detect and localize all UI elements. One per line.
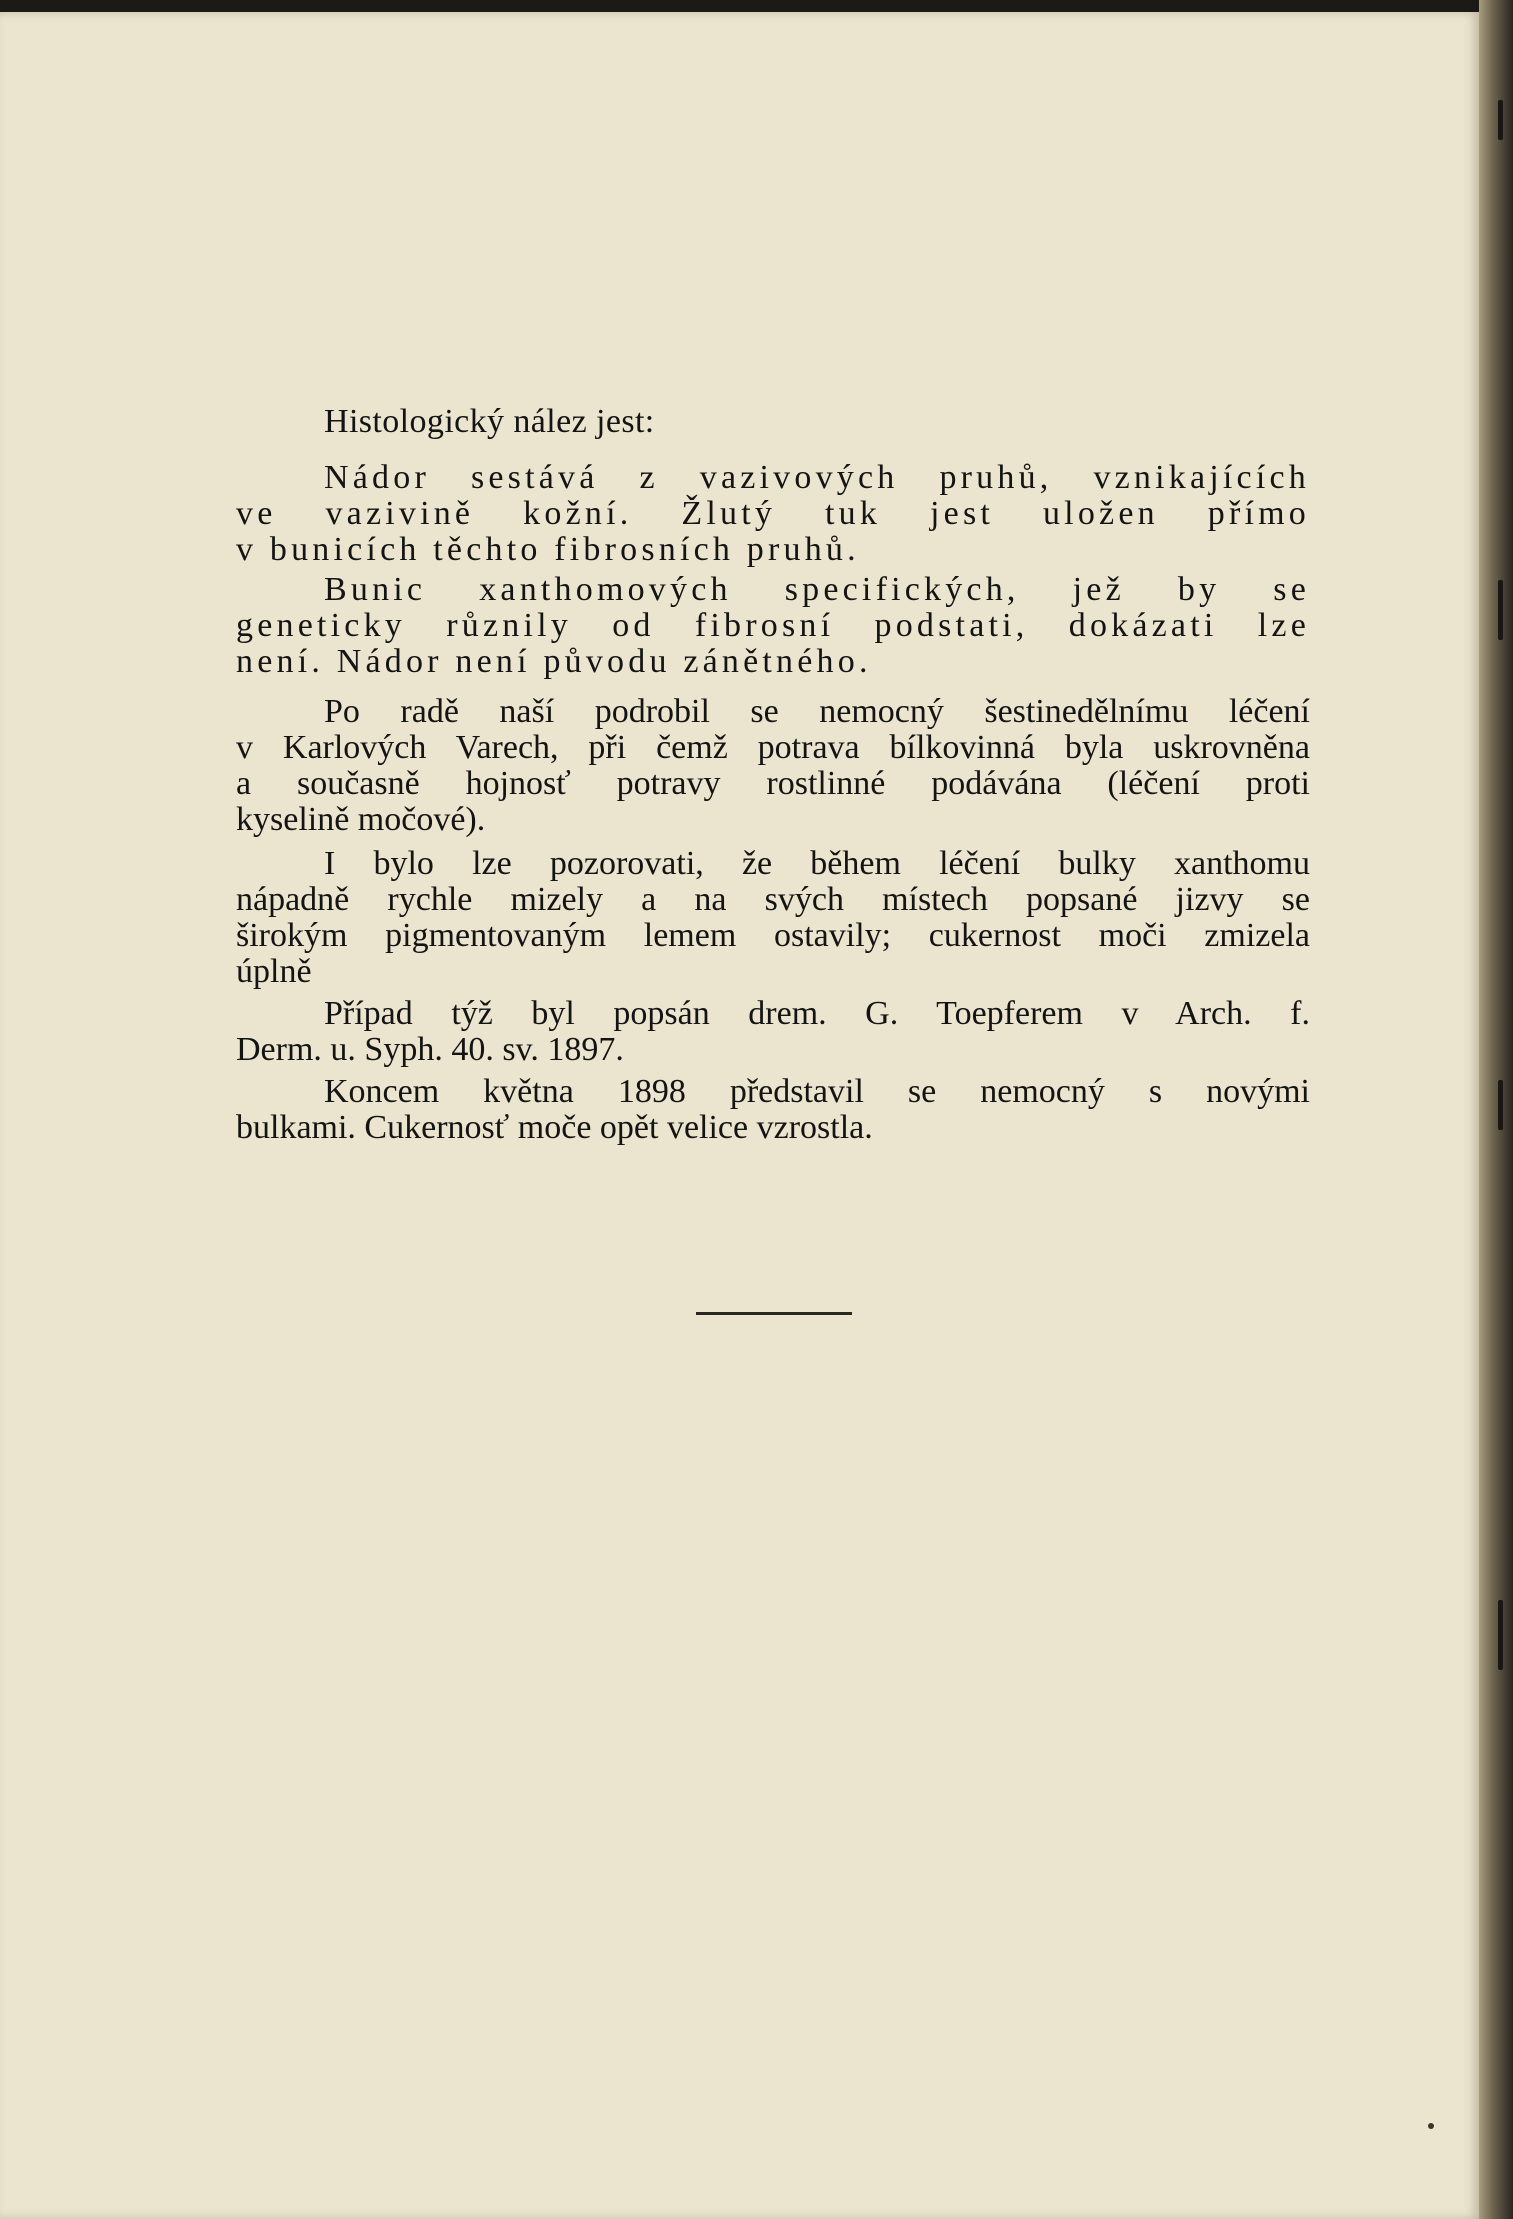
spine-mark xyxy=(1498,580,1503,640)
section-heading: Histologický nález jest: xyxy=(324,403,655,440)
paragraph-6 xyxy=(236,1074,1310,1146)
text-line: Po radě naší podrobil se nemocný šestinedělnímu léčení xyxy=(324,693,1310,730)
book-page xyxy=(0,12,1480,2219)
page-speck xyxy=(1428,2123,1434,2129)
section-divider xyxy=(696,1312,852,1315)
text-line: úplně xyxy=(236,953,312,990)
text-line: ve vazivině kožní. Žlutý tuk jest uložen přímo xyxy=(236,495,1310,532)
paragraph-2 xyxy=(236,572,1310,680)
spine-mark xyxy=(1498,100,1503,140)
text-line: kyselině močové). xyxy=(236,801,486,838)
paragraph-4 xyxy=(236,846,1310,990)
text-line: geneticky různily od fibrosní podstati, dokázati lze xyxy=(236,607,1310,644)
text-line: Koncem května 1898 představil se nemocný s novými xyxy=(324,1073,1310,1110)
text-line: v bunicích těchto fibrosních pruhů. xyxy=(236,531,860,568)
text-line: není. Nádor není původu zánětného. xyxy=(236,643,872,680)
text-line: Derm. u. Syph. 40. sv. 1897. xyxy=(236,1031,624,1068)
spine-mark xyxy=(1498,1080,1503,1130)
paragraph-1 xyxy=(236,460,1310,568)
text-line: Nádor sestává z vazivových pruhů, vznikajících xyxy=(324,459,1310,496)
text-line: nápadně rychle mizely a na svých místech popsané jizvy se xyxy=(236,881,1310,918)
text-line: bulkami. Cukernosť moče opět velice vzrostla. xyxy=(236,1109,873,1146)
paragraph-5 xyxy=(236,996,1310,1068)
text-line: I bylo lze pozorovati, že během léčení bulky xanthomu xyxy=(324,845,1310,882)
text-line: v Karlových Varech, při čemž potrava bílkovinná byla uskrovněna xyxy=(236,729,1310,766)
paragraph-3 xyxy=(236,694,1310,838)
text-line: Případ týž byl popsán drem. G. Toepferem v Arch. f. xyxy=(324,995,1310,1032)
text-line: širokým pigmentovaným lemem ostavily; cukernost moči zmizela xyxy=(236,917,1310,954)
text-line: a současně hojnosť potravy rostlinné podávána (léčení proti xyxy=(236,765,1310,802)
spine-mark xyxy=(1498,1600,1503,1670)
text-line: Bunic xanthomových specifických, jež by se xyxy=(324,571,1310,608)
book-spine-edge xyxy=(1479,0,1513,2219)
